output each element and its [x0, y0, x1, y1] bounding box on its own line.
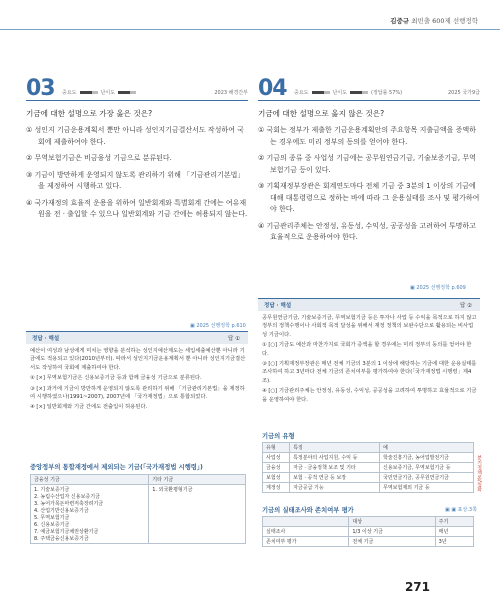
option: ② 기금의 종류 중 사업성 기금에는 공무원연금기금, 기술보증기금, 무역보험기금 등이 있다.: [258, 154, 476, 174]
fund-exclusion-table: [30, 474, 246, 544]
question-text: 기금에 대한 설명으로 가장 옳은 것은?: [26, 109, 153, 118]
types-title: 기금의 유형: [262, 433, 295, 440]
author-name: 김중규: [390, 17, 410, 25]
option: ③ 기금이 방만하게 운영되지 않도록 관리하기 위해 「기금관리기본법」을 제정하여 시행하고 있다.: [26, 170, 245, 190]
page-header: [0, 0, 500, 30]
question-number: 03: [26, 76, 55, 101]
table-header: 예: [380, 443, 474, 453]
explanation-item: ④ [○] 기금관리주체는 안정성, 유동성, 수익성, 공공성을 고려하여 투명하고 효율적으로 기금을 운영하여야 한다.: [262, 388, 477, 403]
option: ② 무역보험기금은 비금융성 기금으로 분류된다.: [26, 154, 172, 162]
exam-source: 2023 해경간부: [214, 90, 248, 96]
question-03: [26, 78, 248, 226]
answer-label: 정답 · 해설: [32, 336, 60, 342]
explanation-intro: 공무원연금기금, 기술보증기금, 무역보험기금 등은 투자나 사업 등 수익을 목적으로 하지 않고 정부의 정책수행이나 사회적 목적 달성을 위해서 재정 정책의 보완수단으로 활용되는 비사업성 기금이다.: [262, 315, 477, 338]
answer-bar: [258, 298, 480, 311]
fund-eval-table: [262, 516, 474, 547]
difficulty-meta: 중요도 난이도 (정답률 57%): [294, 90, 403, 96]
side-margin-note: 분기정책론/심화: [476, 455, 482, 492]
explanation: [30, 347, 246, 414]
eval-title: 기금의 실태조사와 존치여부 평가: [262, 507, 354, 514]
option: ③ 기획재정부장관은 회계연도마다 전체 기금 중 3분의 1 이상의 기금에 대해 대통령령으로 정하는 바에 따라 그 운용실태를 조사 및 평가하여야 한다.: [258, 182, 480, 213]
explanation-item: ① [○] 기금도 예산과 마찬가지로 국회가 증액을 할 경우에는 미리 정부의 동의를 얻어야 한다.: [262, 342, 472, 357]
table-header: 특징: [290, 443, 380, 453]
question-header: [258, 78, 480, 101]
table-row: 실태조사 1/3 이상 기금 매년: [263, 527, 474, 537]
explanation-item: ② [×] 무역보험기금은 신용보증기금 등과 함께 금융성 기금으로 분류된다.: [30, 375, 202, 382]
table-row: 보험성 보험 · 공적 연금 등 보장 국민연금기금, 공무원연금기금: [263, 473, 474, 483]
option: ① 국회는 정부가 제출한 기금운용계획안의 주요항목 지출금액을 증액하는 경우에도 미리 정부의 동의를 얻어야 한다.: [258, 126, 476, 146]
table-header: 유형: [263, 443, 290, 453]
option: ① 성인지 기금운용계획서 뿐만 아니라 성인지기금결산서도 작성하여 국회에 제출하여야 한다.: [26, 126, 244, 146]
difficulty-meta: 중요도 난이도: [62, 89, 139, 96]
answer-value: 답 ②: [460, 303, 472, 309]
answer-bar: [26, 331, 248, 344]
reference-link: ▣ 2025 선행정학 p.609: [410, 284, 466, 291]
exam-source: 2025 국가9급: [448, 90, 480, 96]
table-row: 사업성 특정분야의 사업지원, 수익 등 학술진흥기금, 농어업발전기금: [263, 453, 474, 463]
answer-label: 정답 · 해설: [264, 303, 292, 309]
explanation: [262, 314, 478, 406]
explanation-item: ④ [×] 일반회계와 기금 간에도 전출입이 허용된다.: [30, 404, 148, 411]
page-number: 271: [404, 580, 430, 594]
question-04: [258, 78, 480, 249]
explanation-item: ③ [○] 기획재정부장관은 매년 전체 기금의 3분의 1 이상에 해당하는 기금에 대한 운용실태를 조사하여 하고 3년마다 전체 기금의 존치여부를 평가하여야 한다(「국가재정법 시행령」제4조).: [262, 361, 477, 384]
table-row: 금융성 자금 · 금융정책 보조 및 기타 신용보증기금, 무역보험기금 등: [263, 463, 474, 473]
reference-link: ▣ 2025 선행정학 p.610: [190, 322, 246, 329]
book-title: 최빈출 600제 선행정학: [411, 17, 478, 25]
question-number: 04: [258, 76, 287, 101]
explanation-item: ③ [×] 과거에 기금이 방만하게 운영되지 않도록 관리하기 위해 「기금관리기본법」을 제정하여 시행하였으나(1991~2007), 2007년에 「국가재정법」으로 통합되었다.: [30, 385, 245, 401]
box-title: 중앙정부의 통합재정에서 제외되는 기금(「국가재정법 시행령」): [30, 464, 203, 471]
table-row: 존치여부 평가 전체 기금 3년: [263, 537, 474, 547]
fund-types-table: [262, 442, 474, 493]
header-rule: [0, 29, 500, 30]
answer-value: 답 ①: [228, 336, 240, 342]
table-header: 기타 기금: [149, 475, 246, 485]
eval-note: ▣ ▣ 표상.3쪽: [445, 506, 477, 513]
table-header: [263, 517, 349, 527]
financial-fund-list: 1. 기술보증기금 2. 농림수산업자 신용보증기금 3. 농어가목돈마련저축장려기금 4. 산업기반신용보증기금 5. 무역보험기금 6. 신용보증기금 7. 예금보험기금채권상환기금 8. 주택금융신용보증기금: [31, 485, 149, 544]
table-header: 대상: [349, 517, 435, 527]
explanation-intro: 예산이 여성과 남성에게 미치는 영향을 분석하는 성인지예산제도는 세입세출예산뿐 아니라 기금에도 적용되고 있다(2010년부터). 따라서 성인지기금운용계획서 뿐 아니라 성인지기금결산서도 작성하여 국회에 제출하여야 한다.: [30, 348, 246, 371]
running-title: [390, 16, 478, 25]
question-text: 기금에 대한 설명으로 옳지 않은 것은?: [258, 109, 385, 118]
table-row: 계정성 자금공급 기능 무역보험제외 기금 등: [263, 483, 474, 493]
question-header: [26, 78, 248, 101]
option: ④ 국가재정의 효율적 운용을 위하여 일반회계와 특별회계 간에는 여유재원을 전 · 출입할 수 있으나 일반회계와 기금 간에는 허용되지 않는다.: [26, 198, 248, 218]
table-header: 주기: [435, 517, 473, 527]
option: ④ 기금관리주체는 안정성, 유동성, 수익성, 공공성을 고려하여 투명하고 효율적으로 운용하여야 한다.: [258, 221, 476, 241]
other-fund-list: 1. 외국환평형기금: [149, 485, 246, 544]
table-header: 금융성 기금: [31, 475, 149, 485]
